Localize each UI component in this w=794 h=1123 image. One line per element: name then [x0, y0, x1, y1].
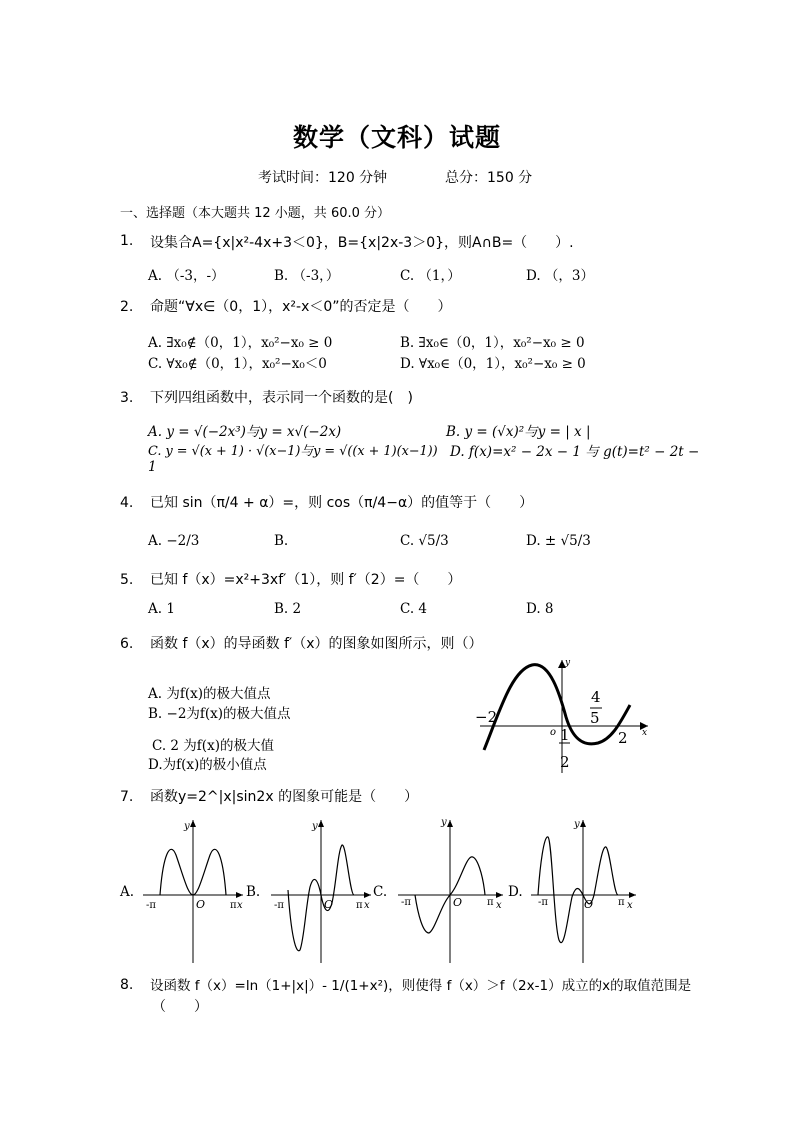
option-c: C. 2 为f(x)的极大值 [152, 738, 274, 754]
question-number: 2. [120, 299, 134, 315]
label-neg-pi: -π [146, 900, 156, 911]
x-axis-arrow [496, 892, 503, 898]
option-b: B. [246, 884, 261, 900]
label-neg2: −2 [475, 708, 498, 726]
question-number: 3. [120, 390, 134, 406]
page-title: 数学（文科）试题 [292, 123, 501, 152]
option-c: C. （1，） [400, 268, 461, 284]
label-origin: O [196, 898, 206, 911]
graph-option-d [526, 815, 641, 965]
total-score: 总分：150 分 [445, 170, 533, 186]
label-origin: O [584, 898, 594, 911]
question-number: 6. [120, 636, 134, 652]
question-text: 函数y=2^|x|sin2x 的图象可能是（ ） [150, 789, 419, 805]
question-text: 函数 f（x）的导函数 f′（x）的图象如图所示，则（） [150, 636, 483, 652]
derivative-curve [484, 665, 630, 750]
question-answer-blank: （ ） [152, 999, 208, 1015]
label-y: y [574, 819, 580, 830]
option-a: A. 1 [148, 601, 175, 617]
label-pi: π [487, 897, 494, 908]
label-1: 1 [560, 726, 570, 744]
question-text: 设函数 f（x）=ln（1+|x|）- 1/(1+x²)，则使得 f（x）＞f（2x-1）成立的x的取值范围是 [150, 978, 692, 994]
option-a: A. [120, 884, 135, 900]
option-b: B. 2 [274, 601, 302, 617]
question-text: 下列四组函数中，表示同一个函数的是( ) [150, 390, 413, 406]
y-axis-arrow [580, 820, 586, 827]
label-2-denominator: 2 [560, 753, 570, 771]
question-number: 5. [120, 572, 134, 588]
y-axis-arrow [447, 820, 453, 827]
question-text: 命题“∀x∈（0，1），x²-x＜0”的否定是（ ） [150, 299, 452, 315]
exam-time: 考试时间：120 分钟 [258, 170, 388, 186]
option-c: C. ∀x₀∉（0，1），x₀²−x₀＜0 [148, 356, 327, 372]
option-d-continuation: 1 [148, 459, 157, 475]
label-4: 4 [591, 688, 601, 706]
label-y: y [312, 821, 318, 832]
label-y: y [184, 821, 190, 832]
option-c: C. y = √(x + 1) · √(x−1)与y = √((x + 1)(x−1)) [148, 444, 438, 459]
x-axis-arrow [236, 892, 243, 898]
question-text: 已知 f（x）=x²+3xf′（1），则 f′（2）=（ ） [150, 572, 462, 588]
question-number: 7. [120, 789, 134, 805]
label-origin: O [324, 898, 334, 911]
y-axis-arrow [190, 820, 196, 827]
option-d: D. （，3） [526, 268, 595, 284]
option-d: D. ± √5/3 [526, 533, 591, 549]
derivative-graph-figure [470, 655, 655, 775]
option-d: D.为f(x)的极小值点 [148, 757, 267, 773]
option-b: B. −2为f(x)的极大值点 [148, 706, 291, 722]
question-text: 设集合A={x|x²-4x+3＜0}，B={x|2x-3＞0}，则A∩B=（ ）. [150, 235, 574, 251]
option-c: C. √5/3 [400, 533, 449, 549]
option-a: A. −2/3 [148, 533, 200, 549]
graph-option-c [393, 815, 508, 965]
section-heading: 一、选择题（本大题共 12 小题，共 60.0 分） [120, 206, 391, 221]
option-d: D. ∀x₀∈（0，1），x₀²−x₀ ≥ 0 [400, 356, 586, 372]
option-d: D. f(x)=x² − 2x − 1 与 g(t)=t² − 2t − [450, 444, 700, 460]
label-neg-pi: -π [401, 897, 411, 908]
label-neg-pi: -π [538, 897, 548, 908]
question-number: 4. [120, 495, 134, 511]
option-b: B. [274, 533, 289, 549]
option-d: D. 8 [526, 601, 554, 617]
option-a: A. （-3，-） [148, 268, 225, 284]
label-neg-pi: -π [274, 900, 284, 911]
label-origin: O [453, 896, 463, 909]
option-b: B. ∃x₀∈（0，1），x₀²−x₀ ≥ 0 [400, 335, 585, 351]
graph-option-a [138, 815, 248, 965]
option-a: A. 为f(x)的极大值点 [148, 686, 271, 702]
label-x: x [627, 900, 633, 911]
y-axis-arrow [318, 820, 324, 827]
option-c: C. [373, 884, 388, 900]
label-x: x [364, 900, 370, 911]
question-number: 8. [120, 977, 134, 993]
option-b: B. y = (√x)²与y = | x | [446, 424, 591, 440]
label-x: x [237, 900, 243, 911]
question-text: 已知 sin（π/4 + α）=，则 cos（π/4−α）的值等于（ ） [150, 495, 534, 511]
label-y: y [565, 658, 571, 668]
option-a: A. y = √(−2x³)与y = x√(−2x) [148, 424, 342, 440]
label-pi: π [230, 900, 237, 911]
graph-option-b [266, 815, 376, 965]
option-a: A. ∃x₀∉（0，1），x₀²−x₀ ≥ 0 [148, 335, 333, 351]
label-x: x [496, 900, 502, 911]
option-b: B. （-3，） [274, 268, 340, 284]
option-c: C. 4 [400, 601, 428, 617]
label-pi: π [356, 900, 363, 911]
question-number: 1. [120, 233, 134, 249]
curve [538, 837, 618, 943]
label-pi: π [618, 897, 625, 908]
label-y: y [441, 817, 447, 828]
option-d: D. [508, 884, 523, 900]
label-2: 2 [618, 729, 628, 747]
x-axis-arrow [364, 892, 371, 898]
label-x: x [642, 728, 648, 738]
x-axis-arrow [629, 892, 636, 898]
label-origin: o [550, 727, 557, 738]
label-5: 5 [590, 709, 600, 727]
